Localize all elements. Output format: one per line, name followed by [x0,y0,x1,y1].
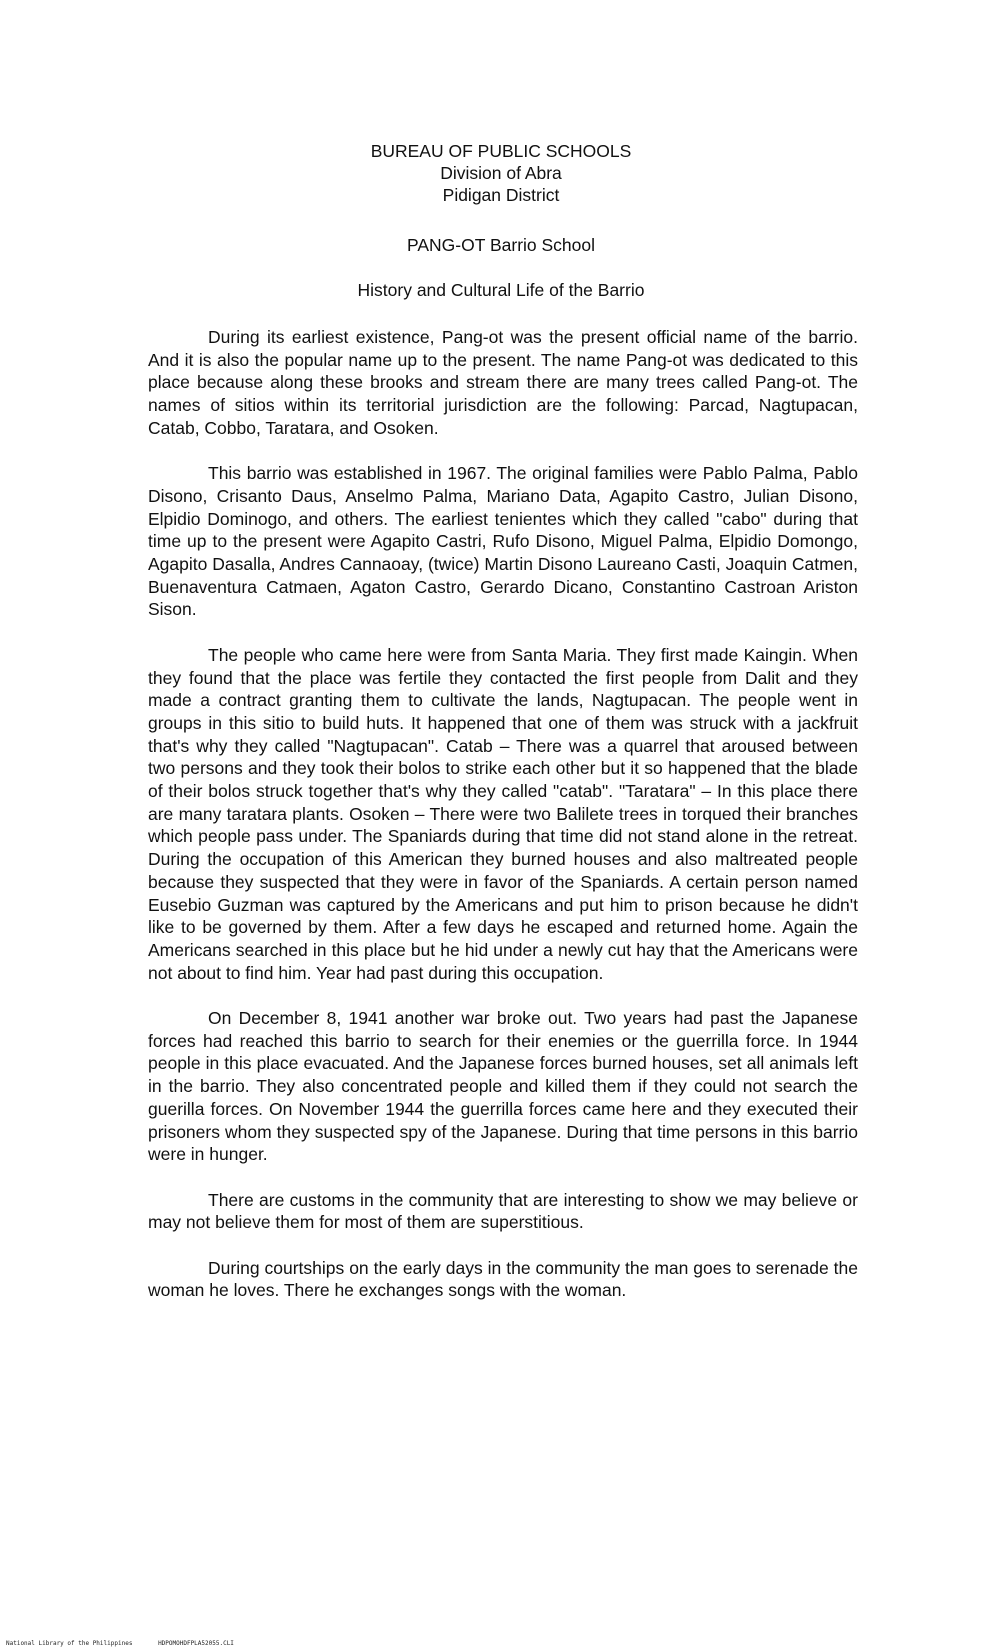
district-heading: Pidigan District [442,185,560,205]
bureau-heading: BUREAU OF PUBLIC SCHOOLS [370,141,632,161]
library-stamp: National Library of the Philippines [6,1640,133,1647]
scan-footer [6,1640,256,1647]
document-header [0,140,1002,206]
scan-code: HDPOMOHDFPLA52055.CLI [158,1640,234,1647]
paragraph: This barrio was established in 1967. The original families were Pablo Palma, Pablo Disono, Crisanto Daus, Anselmo Palma, Mariano Data, Agapito Castro, Julian Disono, Elpidio Dominogo, and others. The earliest tenientes which they called "cabo" during that time up to the present were Agapito Castri, Rufo Disono, Miguel Palma, Elpidio Domongo, Agapito Dasalla, Andres Cannaoay, (twice) Martin Disono Laureano Casti, Joaquin Catmen, Buenaventura Catmaen, Agaton Castro, Gerardo Dicano, Constantino Castroan Ariston Sison. [148,463,858,620]
division-heading: Division of Abra [440,163,562,183]
document-body [148,326,858,1325]
paragraph: During courtships on the early days in the community the man goes to serenade the woman he loves. There he exchanges songs with the woman. [148,1257,858,1301]
paragraph: There are customs in the community that are interesting to show we may believe or may not believe them for most of them are superstitious. [148,1189,858,1233]
paragraph: The people who came here were from Santa Maria. They first made Kaingin. When they found that the place was fertile they contacted the first people from Dalit and they made a contract granting them to cultivate the lands, Nagtupacan. The people went in groups in this sitio to build huts. It happened that one of them was struck with a jackfruit that's why they called "Nagtupacan". Catab – There was a quarrel that aroused between two persons and they took their bolos to strike each other but it so happened that the blade of their bolos struck together that's why they called "catab". "Taratara" – In this place there are many taratara plants. Osoken – There were two Balilete trees in torqued their branches which people pass under. The Spaniards during that time did not stand alone in the retreat. During the occupation of this American they burned houses and also maltreated people because they suspected that they were in favor of the Spaniards. A certain person named Eusebio Guzman was captured by the Americans and put him to prison because he didn't like to be governed by them. After a few days he escaped and returned home. Again the Americans searched in this place but he hid under a newly cut hay that the Americans were not about to find him. Year had past during this occupation. [148,644,858,983]
school-name: PANG-OT Barrio School [406,235,596,255]
paragraph: During its earliest existence, Pang-ot was the present official name of the barrio. And it is also the popular name up to the present. The name Pang-ot was dedicated to this place because along these brooks and stream there are many trees called Pang-ot. The names of sitios within its territorial jurisdiction are the following: Parcad, Nagtupacan, Catab, Cobbo, Taratara, and Osoken. [148,327,858,438]
document-subtitle: History and Cultural Life of the Barrio [357,280,645,300]
paragraph: On December 8, 1941 another war broke out. Two years had past the Japanese forces had reached this barrio to search for their enemies or the guerrilla force. In 1944 people in this place evacuated. And the Japanese forces burned houses, set all animals left in the barrio. They also concentrated people and killed them if they could not search the guerilla forces. On November 1944 the guerrilla forces came here and they executed their prisoners whom they suspected spy of the Japanese. During that time persons in this barrio were in hunger. [148,1008,858,1165]
